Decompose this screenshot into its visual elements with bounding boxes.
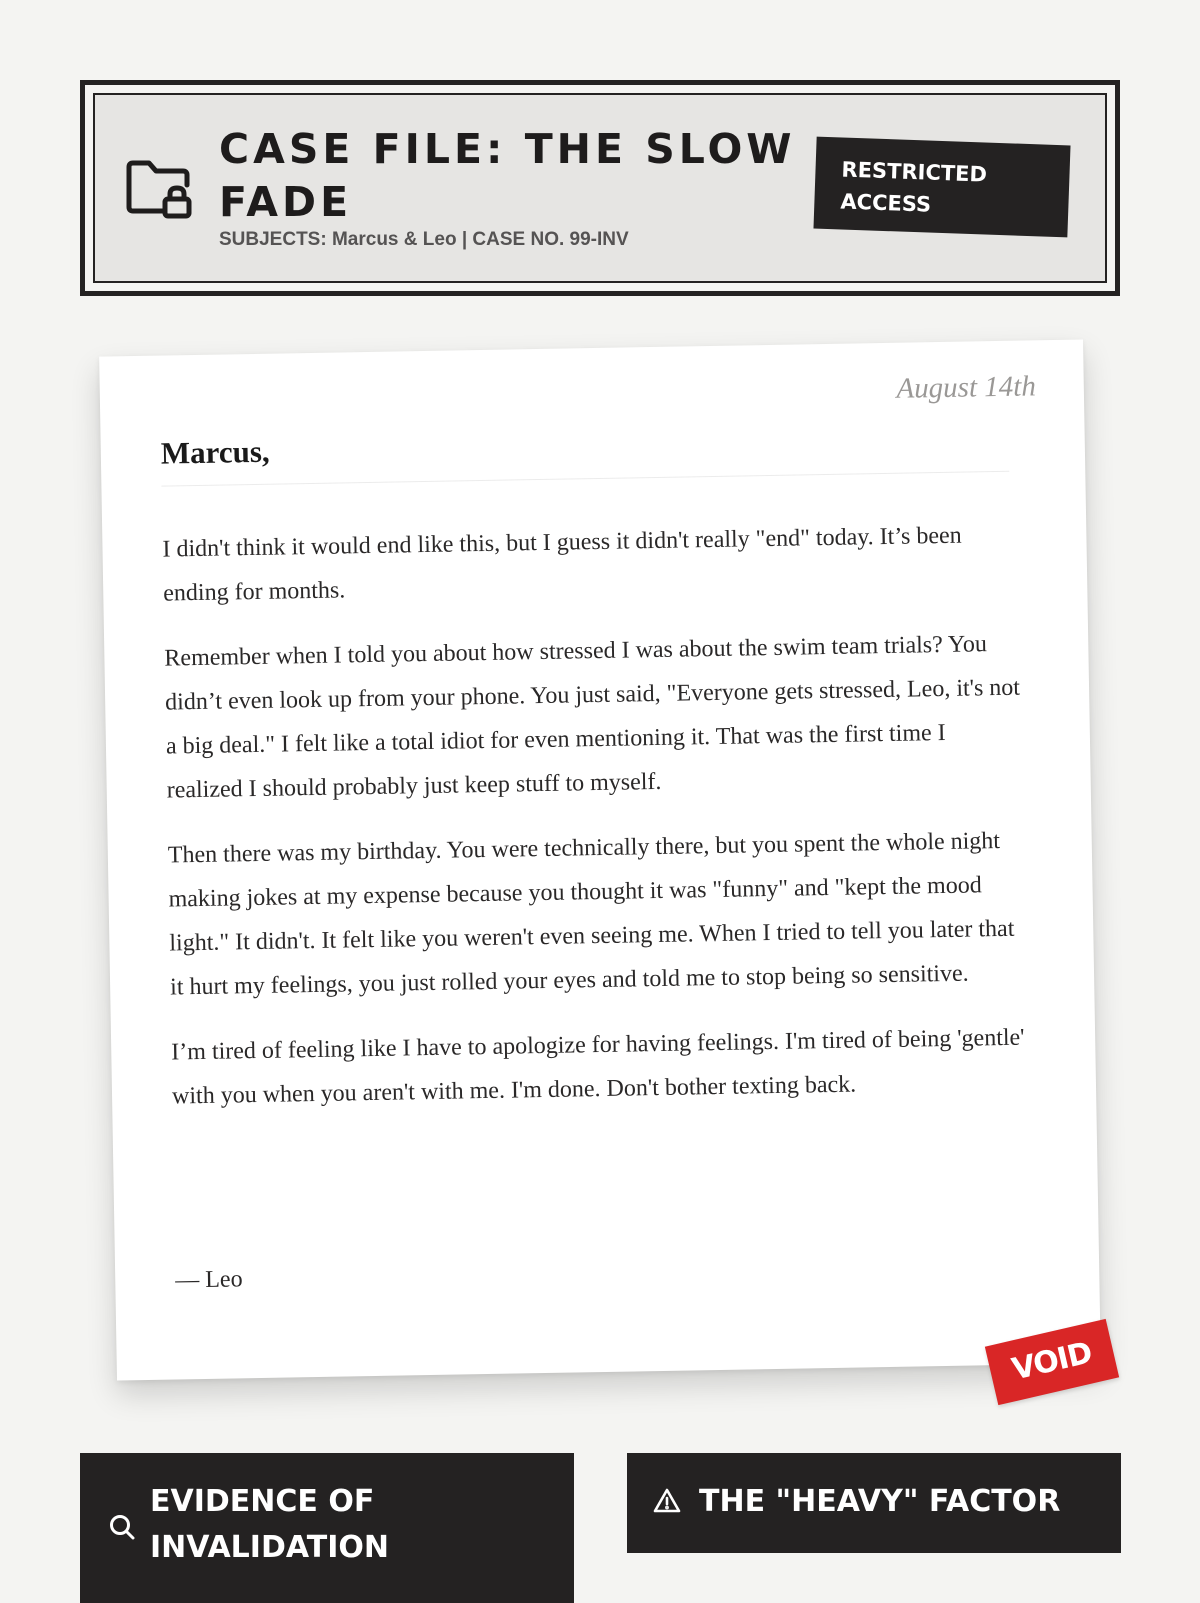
folder-lock-icon — [125, 159, 193, 221]
letter-paragraph: Remember when I told you about how stressed I was about the swim team trials? You didn’t even look up from your phone. You just said, "Everyone gets stressed, Leo, it's not a big deal." I felt like a total idiot for even mentioning it. That was the first time I realized I should probably just keep stuff to myself. — [164, 631, 1021, 804]
letter-paragraph: I’m tired of feeling like I have to apologize for having feelings. I'm tired of being 'gentle' with you when you aren't with me. I'm done. Don't bother texting back. — [171, 1024, 1025, 1110]
case-header-panel — [93, 93, 1107, 283]
evidence-section-header — [80, 1453, 574, 1603]
letter-date: August 14th — [896, 370, 1037, 405]
case-header — [80, 80, 1120, 296]
restricted-badge: RESTRICTED ACCESS — [813, 137, 1070, 238]
warning-icon — [653, 1487, 681, 1515]
letter-card — [99, 339, 1101, 1380]
letter-salutation: Marcus, — [161, 421, 1010, 487]
heavy-factor-section-title: THE "HEAVY" FACTOR — [699, 1484, 1061, 1519]
letter-body — [162, 513, 1031, 1140]
letter-paragraph: I didn't think it would end like this, but I guess it didn't really "end" today. It’s been ending for months. — [162, 522, 962, 607]
search-icon — [108, 1513, 136, 1541]
void-stamp: VOID — [985, 1319, 1119, 1405]
case-subtitle: SUBJECTS: Marcus & Leo | CASE NO. 99-INV — [219, 229, 629, 250]
evidence-section-title: EVIDENCE OF INVALIDATION — [150, 1484, 389, 1565]
page-title: CASE FILE: THE SLOW FADE — [219, 125, 796, 226]
letter-signoff: — Leo — [175, 1266, 243, 1294]
letter-paragraph: Then there was my birthday. You were technically there, but you spent the whole night making jokes at my expense because you thought it was "funny" and "kept the mood light." It didn't. It felt like you weren't even seeing me. When I tried to tell you later that it hurt my feelings, you just rolled your eyes and told me to stop being so sensitive. — [167, 828, 1015, 1001]
heavy-factor-section-header — [627, 1453, 1121, 1553]
